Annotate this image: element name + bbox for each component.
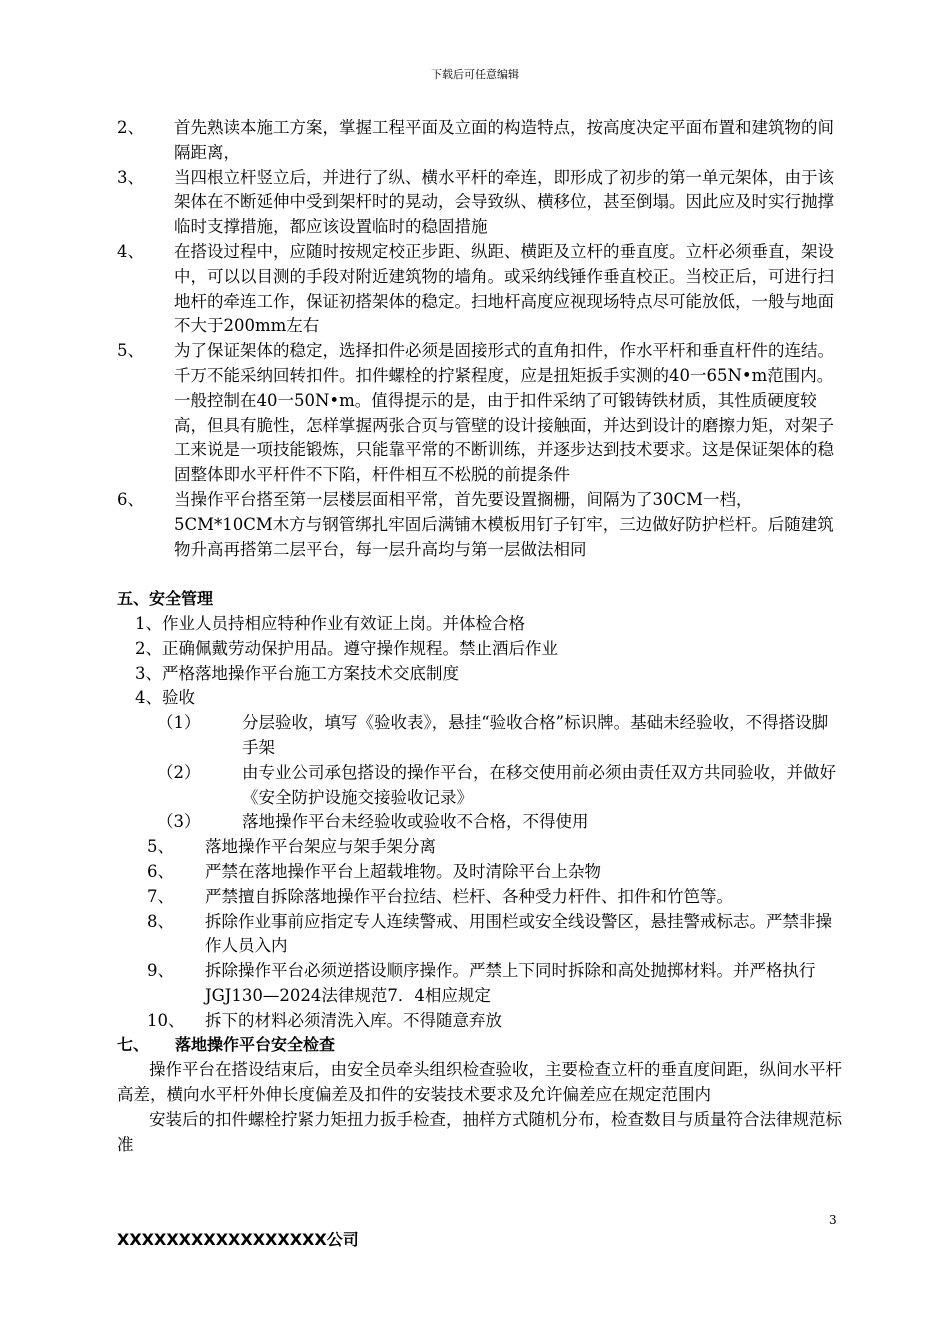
sub-item-number: （1）	[157, 713, 201, 733]
item-text: 严禁在落地操作平台上超载堆物。及时清除平台上杂物	[205, 861, 601, 881]
document-body	[117, 116, 842, 1157]
sub-item	[117, 810, 842, 835]
section-7-heading	[117, 1033, 842, 1058]
list-item	[117, 860, 842, 885]
item-text: 为了保证架体的稳定，选择扣件必须是固接形式的直角扣件，作水平杆和垂直杆件的连结。千万不能采纳回转扣件。扣件螺栓的拧紧程度，应是扭矩扳手实测的40一65N•m范围内。一般控制在40一50N•m。值得提示的是，由于扣件采纳了可锻铸铁材质，其性质硬度较高，但具有脆性，怎样掌握两张合页与管壁的设计接触面，并达到设计的磨擦力矩，对架子工来说是一项技能锻炼，只能靠平常的不断训练，并逐步达到技术要求。这是保证架体的稳固整体即水平杆件不下陷，杆件相互不松脱的前提条件	[174, 341, 834, 485]
section-7-title: 落地操作平台安全检查	[175, 1035, 336, 1055]
list-item	[117, 166, 842, 240]
sub-item-text: 由专业公司承包搭设的操作平台，在移交使用前必须由责任双方共同验收，并做好《安全防护设施交接验收记录》	[242, 762, 836, 807]
item-number: 3、	[117, 167, 144, 187]
section-5-item: 1、作业人员持相应特种作业有效证上岗。并体检合格	[135, 613, 525, 633]
list-item	[117, 116, 842, 166]
item-text: 首先熟读本施工方案，掌握工程平面及立面的构造特点，按高度决定平面布置和建筑物的间隔距离，	[174, 118, 834, 162]
page-header: 下载后可任意编辑	[431, 68, 519, 81]
section-5-item: 3、严格落地操作平台施工方案技术交底制度	[135, 663, 459, 683]
list-item	[117, 959, 842, 1009]
page-number: 3	[829, 1213, 837, 1227]
list-item	[117, 339, 842, 488]
item-number: 7、	[147, 886, 174, 906]
sub-item-number: （2）	[157, 762, 201, 782]
item-text: 拆除作业事前应指定专人连续警戒、用围栏或安全线设警区，悬挂警戒标志。严禁非操作人员入内	[205, 911, 832, 956]
list-item	[117, 910, 842, 960]
sub-item-text: 分层验收，填写《验收表》，悬挂“验收合格”标识牌。基础未经验收，不得搭设脚手架	[242, 713, 829, 757]
section-5-item: 4、验收	[135, 688, 195, 708]
item-number: 8、	[147, 911, 174, 931]
sub-item	[117, 761, 842, 811]
list-item	[117, 1009, 842, 1034]
item-text: 当四根立杆竖立后，并进行了纵、横水平杆的牵连，即形成了初步的第一单元架体，由于该架体在不断延伸中受到架杆时的晃动，会导致纵、横移位，甚至倒塌。因此应及时实行抛撑临时支撑措施，都应该设置临时的稳固措施	[174, 167, 834, 237]
paragraph: 操作平台在搭设结束后，由安全员牵头组织检查验收，主要检查立杆的垂直度间距，纵间水平杆高差，横向水平杆外伸长度偏差及扣件的安装技术要求及允许偏差应在规定范围内	[117, 1060, 842, 1105]
list-item	[117, 240, 842, 339]
item-text: 落地操作平台架应与架手架分离	[205, 837, 436, 857]
sub-item	[117, 711, 842, 761]
paragraph: 安装后的扣件螺栓拧紧力矩扭力扳手检查，抽样方式随机分布，检查数目与质量符合法律规范标准	[117, 1109, 842, 1154]
list-item	[117, 885, 842, 910]
spacer	[117, 562, 842, 587]
list-item	[117, 488, 842, 562]
sub-item-number: （3）	[157, 812, 201, 832]
section-7-label: 七、	[117, 1035, 150, 1055]
item-number: 4、	[117, 241, 144, 261]
item-text: 拆除操作平台必须逆搭设顺序操作。严禁上下同时拆除和高处抛掷材料。并严格执行JGJ130—2024法律规范7．4相应规定	[205, 961, 816, 1005]
item-number: 2、	[117, 118, 144, 137]
item-number: 6、	[117, 489, 144, 509]
sub-item-text: 落地操作平台未经验收或验收不合格，不得使用	[242, 812, 589, 832]
item-text: 拆下的材料必须清洗入库。不得随意弃放	[205, 1010, 502, 1030]
item-number: 10、	[147, 1010, 185, 1030]
item-number: 5、	[147, 837, 174, 857]
item-text: 在搭设过程中，应随时按规定校正步距、纵距、横距及立杆的垂直度。立杆必须垂直，架设中，可以以目测的手段对附近建筑物的墙角。或采纳线锤作垂直校正。当校正后，可进行扫地杆的牵连工作，保证初搭架体的稳定。扫地杆高度应视现场特点尽可能放低，一般与地面不大于200mm左右	[174, 241, 834, 336]
item-number: 5、	[117, 341, 144, 361]
section-5-title: 五、安全管理	[117, 589, 214, 609]
footer-company: XXXXXXXXXXXXXXXXX公司	[117, 1230, 359, 1249]
item-text: 严禁擅自拆除落地操作平台拉结、栏杆、各种受力杆件、扣件和竹笆等。	[205, 886, 733, 906]
section-5-item: 2、正确佩戴劳动保护用品。遵守操作规程。禁止酒后作业	[135, 638, 558, 658]
item-number: 9、	[147, 961, 174, 981]
item-number: 6、	[147, 861, 174, 881]
item-text: 当操作平台搭至第一层楼层面相平常，首先要设置搁栅，间隔为了30CM一档，5CM*10CM木方与钢管绑扎牢固后满铺木模板用钉子钉牢，三边做好防护栏杆。后随建筑物升高再搭第二层平台，每一层升高均与第一层做法相同	[174, 489, 834, 559]
list-item	[117, 835, 842, 860]
